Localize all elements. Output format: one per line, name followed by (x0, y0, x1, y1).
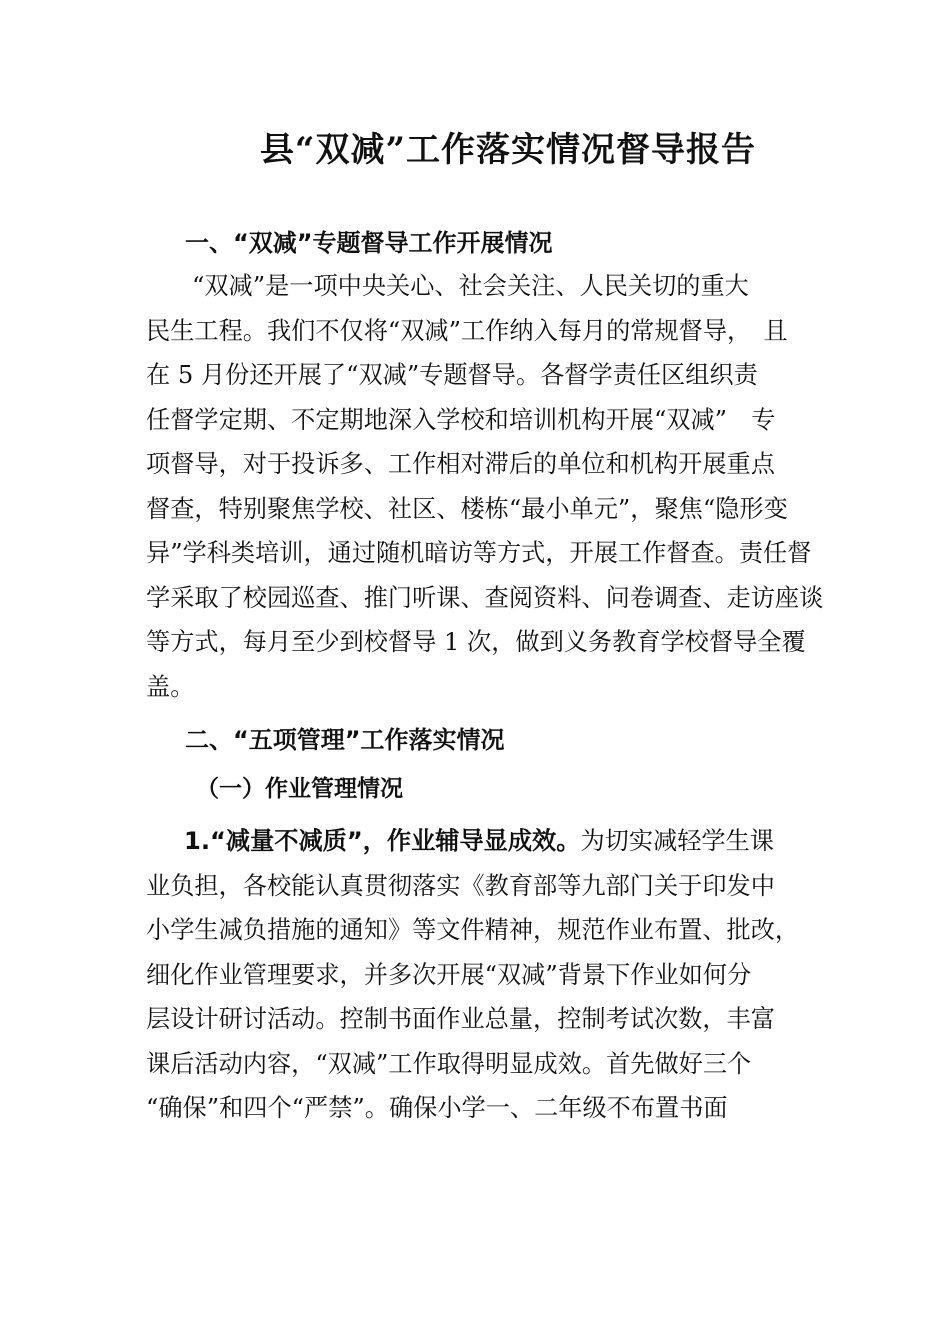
paragraph-line: 任督学定期、不定期地深入学校和培训机构开展“双减” 专 (146, 405, 776, 434)
paragraph-line: 等方式，每月至少到校督导 1 次，做到义务教育学校督导全覆 (146, 628, 806, 656)
paragraph-line: 异”学科类培训，通过随机暗访等方式，开展工作督查。责任督 (146, 539, 812, 567)
subsection-heading: （一）作业管理情况 (196, 776, 403, 802)
paragraph-line: 层设计研讨活动。控制书面作业总量，控制考试次数，丰富 (146, 1005, 775, 1033)
paragraph-line: 细化作业管理要求，并多次开展“双减”背景下作业如何分 (146, 960, 752, 989)
section-1-heading: 一、“双减”专题督导工作开展情况 (185, 229, 553, 257)
section-1-paragraph (146, 264, 824, 709)
paragraph-line: 盖。 (146, 672, 195, 701)
paragraph-line: 小学生减负措施的通知》等文件精神，规范作业布置、批改， (146, 916, 800, 944)
section-2-paragraph (146, 819, 814, 1131)
paragraph-line: 业负担，各校能认真贯彻落实《教育部等九部门关于印发中 (146, 871, 775, 900)
paragraph-line: 民生工程。我们不仅将“双减”工作纳入每月的常规督导， 且 (146, 316, 788, 345)
paragraph-line: 在 5 月份还开展了“双减”专题督导。各督学责任区组织责 (146, 361, 758, 389)
paragraph-line: “确保”和四个“严禁”。确保小学一、二年级不布置书面 (146, 1094, 728, 1122)
paragraph-first-line (146, 819, 814, 864)
paragraph-line: 督查，特别聚焦学校、社区、楼栋“最小单元”，聚焦“隐形变 (146, 494, 788, 523)
paragraph-line: 项督导，对于投诉多、工作相对滞后的单位和机构开展重点 (146, 450, 775, 478)
document-title: 县“双减”工作落实情况督导报告 (259, 130, 757, 170)
paragraph-line: 学采取了校园巡查、推门听课、查阅资料、问卷调查、走访座谈 (146, 583, 824, 612)
paragraph-lead: 1.“减量不减质”，作业辅导显成效。 (184, 827, 581, 855)
paragraph-line: 课后活动内容，“双减”工作取得明显成效。首先做好三个 (146, 1049, 752, 1078)
section-2-heading: 二、“五项管理”工作落实情况 (185, 726, 505, 754)
paragraph-lead-rest: 为切实减轻学生课 (580, 827, 774, 855)
paragraph-line: “双减”是一项中央关心、社会关注、人民关切的重大 (192, 272, 749, 300)
